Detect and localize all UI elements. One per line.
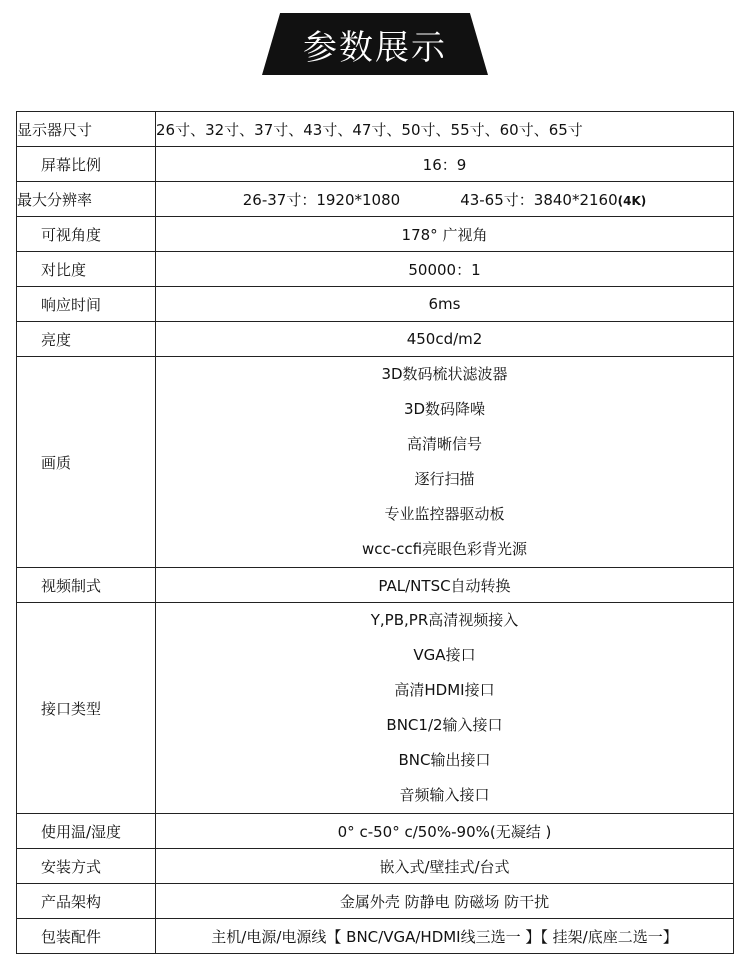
table-row <box>17 112 734 147</box>
table-row <box>17 147 734 182</box>
row-value: 50000：1 <box>156 252 734 287</box>
row-label: 响应时间 <box>17 287 156 322</box>
row-label: 显示器尺寸 <box>17 112 156 147</box>
list-item: 3D数码梳状滤波器 <box>381 365 508 383</box>
row-value-list <box>156 357 734 568</box>
list-item: VGA接口 <box>413 646 476 664</box>
row-value: PAL/NTSC自动转换 <box>156 568 734 603</box>
row-label: 包装配件 <box>17 919 156 954</box>
row-value: 嵌入式/壁挂式/台式 <box>156 849 734 884</box>
row-value: 450cd/m2 <box>156 322 734 357</box>
row-value: 6ms <box>156 287 734 322</box>
list-item: 3D数码降噪 <box>403 400 486 418</box>
list-item: Y,PB,PR高清视频接入 <box>370 611 519 629</box>
table-row <box>17 568 734 603</box>
row-label: 对比度 <box>17 252 156 287</box>
table-row <box>17 603 734 814</box>
table-row <box>17 182 734 217</box>
row-label: 接口类型 <box>17 603 156 814</box>
list-item: BNC输出接口 <box>398 751 491 769</box>
list-item: 音频输入接口 <box>399 786 490 804</box>
page-title: 参数展示 <box>303 27 447 68</box>
table-row <box>17 322 734 357</box>
list-item: 高清HDMI接口 <box>394 681 495 699</box>
table-row <box>17 884 734 919</box>
row-label: 视频制式 <box>17 568 156 603</box>
row-label: 最大分辨率 <box>17 182 156 217</box>
list-item: 高清晰信号 <box>406 435 482 453</box>
list-item: BNC1/2输入接口 <box>386 716 503 734</box>
row-label: 安装方式 <box>17 849 156 884</box>
table-row <box>17 287 734 322</box>
row-value: 0° c-50° c/50%-90%(无凝结 ) <box>156 814 734 849</box>
row-value: 16：9 <box>156 147 734 182</box>
row-label: 可视角度 <box>17 217 156 252</box>
row-value <box>156 182 734 217</box>
table-row <box>17 217 734 252</box>
spec-table <box>16 111 734 954</box>
table-row <box>17 252 734 287</box>
row-label: 产品架构 <box>17 884 156 919</box>
list-item: 逐行扫描 <box>414 470 475 488</box>
table-row <box>17 919 734 954</box>
row-value: 26寸、32寸、37寸、43寸、47寸、50寸、55寸、60寸、65寸 <box>156 112 734 147</box>
row-label: 屏幕比例 <box>17 147 156 182</box>
row-label: 使用温/湿度 <box>17 814 156 849</box>
row-value: 主机/电源/电源线【 BNC/VGA/HDMI线三选一 】【 挂架/底座二选一】 <box>156 919 734 954</box>
row-label: 亮度 <box>17 322 156 357</box>
row-value: 金属外壳 防静电 防磁场 防干扰 <box>156 884 734 919</box>
resolution-4k-tag: (4K) <box>617 193 647 208</box>
table-row <box>17 849 734 884</box>
table-row <box>17 357 734 568</box>
list-item: wcc-ccfi亮眼色彩背光源 <box>361 540 528 558</box>
row-value: 178° 广视角 <box>156 217 734 252</box>
list-item: 专业监控器驱动板 <box>384 505 505 523</box>
row-value-list <box>156 603 734 814</box>
resolution-low: 26-37寸：1920*1080 <box>242 190 401 209</box>
row-label: 画质 <box>17 357 156 568</box>
table-row <box>17 814 734 849</box>
resolution-high: 43-65寸：3840*2160 <box>460 190 618 209</box>
